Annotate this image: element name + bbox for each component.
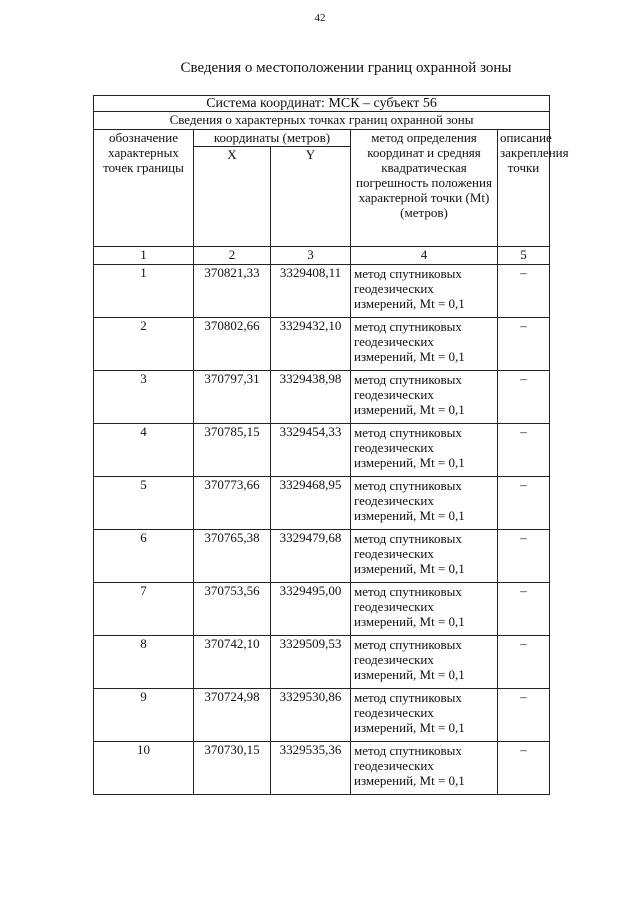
x-coordinate-cell: 370742,10 bbox=[194, 636, 271, 689]
y-coordinate-cell: 3329535,36 bbox=[271, 742, 351, 795]
method-cell: метод спутниковых геодезических измерений, Mt = 0,1 bbox=[351, 636, 498, 689]
table-row bbox=[94, 318, 550, 371]
x-coordinate-cell: 370753,56 bbox=[194, 583, 271, 636]
method-cell: метод спутниковых геодезических измерений, Mt = 0,1 bbox=[351, 583, 498, 636]
description-cell: – bbox=[498, 477, 550, 530]
table-row bbox=[94, 477, 550, 530]
description-cell: – bbox=[498, 689, 550, 742]
table-subtitle-row bbox=[94, 112, 550, 130]
coordinate-system-cell: Система координат: МСК – субъект 56 bbox=[94, 96, 550, 112]
point-cell: 4 bbox=[94, 424, 194, 477]
table-row bbox=[94, 530, 550, 583]
table-row bbox=[94, 689, 550, 742]
column-number: 5 bbox=[498, 247, 550, 265]
x-coordinate-cell: 370797,31 bbox=[194, 371, 271, 424]
y-coordinate-cell: 3329454,33 bbox=[271, 424, 351, 477]
y-coordinate-cell: 3329432,10 bbox=[271, 318, 351, 371]
table-row bbox=[94, 742, 550, 795]
y-coordinate-cell: 3329509,53 bbox=[271, 636, 351, 689]
method-cell: метод спутниковых геодезических измерений, Mt = 0,1 bbox=[351, 424, 498, 477]
x-coordinate-cell: 370730,15 bbox=[194, 742, 271, 795]
method-header: метод определения координат и средняя квадратическая погрешность положения характерной точки (Mt) (метров) bbox=[351, 130, 498, 247]
x-header: X bbox=[194, 147, 271, 247]
description-cell: – bbox=[498, 265, 550, 318]
column-number: 1 bbox=[94, 247, 194, 265]
point-cell: 9 bbox=[94, 689, 194, 742]
x-coordinate-cell: 370773,66 bbox=[194, 477, 271, 530]
x-coordinate-cell: 370785,15 bbox=[194, 424, 271, 477]
y-header: Y bbox=[271, 147, 351, 247]
point-cell: 6 bbox=[94, 530, 194, 583]
designation-header: обозначение характерных точек границы bbox=[94, 130, 194, 247]
header-row bbox=[94, 130, 550, 147]
boundary-points-table bbox=[93, 95, 569, 795]
table-subtitle-cell: Сведения о характерных точках границ охранной зоны bbox=[94, 112, 550, 130]
y-coordinate-cell: 3329468,95 bbox=[271, 477, 351, 530]
coordinates-header: координаты (метров) bbox=[194, 130, 351, 147]
y-coordinate-cell: 3329408,11 bbox=[271, 265, 351, 318]
point-cell: 5 bbox=[94, 477, 194, 530]
coordinate-system-row bbox=[94, 96, 550, 112]
table-row bbox=[94, 636, 550, 689]
x-coordinate-cell: 370724,98 bbox=[194, 689, 271, 742]
table-row bbox=[94, 424, 550, 477]
column-number: 3 bbox=[271, 247, 351, 265]
point-cell: 2 bbox=[94, 318, 194, 371]
method-cell: метод спутниковых геодезических измерений, Mt = 0,1 bbox=[351, 265, 498, 318]
column-number: 2 bbox=[194, 247, 271, 265]
y-coordinate-cell: 3329479,68 bbox=[271, 530, 351, 583]
method-cell: метод спутниковых геодезических измерений, Mt = 0,1 bbox=[351, 689, 498, 742]
point-cell: 1 bbox=[94, 265, 194, 318]
method-cell: метод спутниковых геодезических измерений, Mt = 0,1 bbox=[351, 477, 498, 530]
description-cell: – bbox=[498, 583, 550, 636]
x-coordinate-cell: 370821,33 bbox=[194, 265, 271, 318]
description-cell: – bbox=[498, 742, 550, 795]
x-coordinate-cell: 370765,38 bbox=[194, 530, 271, 583]
page-number: 42 bbox=[314, 12, 326, 24]
description-cell: – bbox=[498, 530, 550, 583]
description-cell: – bbox=[498, 636, 550, 689]
description-cell: – bbox=[498, 424, 550, 477]
y-coordinate-cell: 3329438,98 bbox=[271, 371, 351, 424]
column-number: 4 bbox=[351, 247, 498, 265]
column-numbers-row bbox=[94, 247, 550, 265]
document-title: Сведения о местоположении границ охранной зоны bbox=[180, 60, 512, 76]
method-cell: метод спутниковых геодезических измерений, Mt = 0,1 bbox=[351, 742, 498, 795]
description-header: описание закрепления точки bbox=[498, 130, 550, 247]
description-cell: – bbox=[498, 318, 550, 371]
table-row bbox=[94, 371, 550, 424]
y-coordinate-cell: 3329495,00 bbox=[271, 583, 351, 636]
point-cell: 3 bbox=[94, 371, 194, 424]
method-cell: метод спутниковых геодезических измерений, Mt = 0,1 bbox=[351, 530, 498, 583]
method-cell: метод спутниковых геодезических измерений, Mt = 0,1 bbox=[351, 371, 498, 424]
y-coordinate-cell: 3329530,86 bbox=[271, 689, 351, 742]
point-cell: 10 bbox=[94, 742, 194, 795]
x-coordinate-cell: 370802,66 bbox=[194, 318, 271, 371]
point-cell: 7 bbox=[94, 583, 194, 636]
point-cell: 8 bbox=[94, 636, 194, 689]
table-row bbox=[94, 583, 550, 636]
description-cell: – bbox=[498, 371, 550, 424]
method-cell: метод спутниковых геодезических измерений, Mt = 0,1 bbox=[351, 318, 498, 371]
table-row bbox=[94, 265, 550, 318]
